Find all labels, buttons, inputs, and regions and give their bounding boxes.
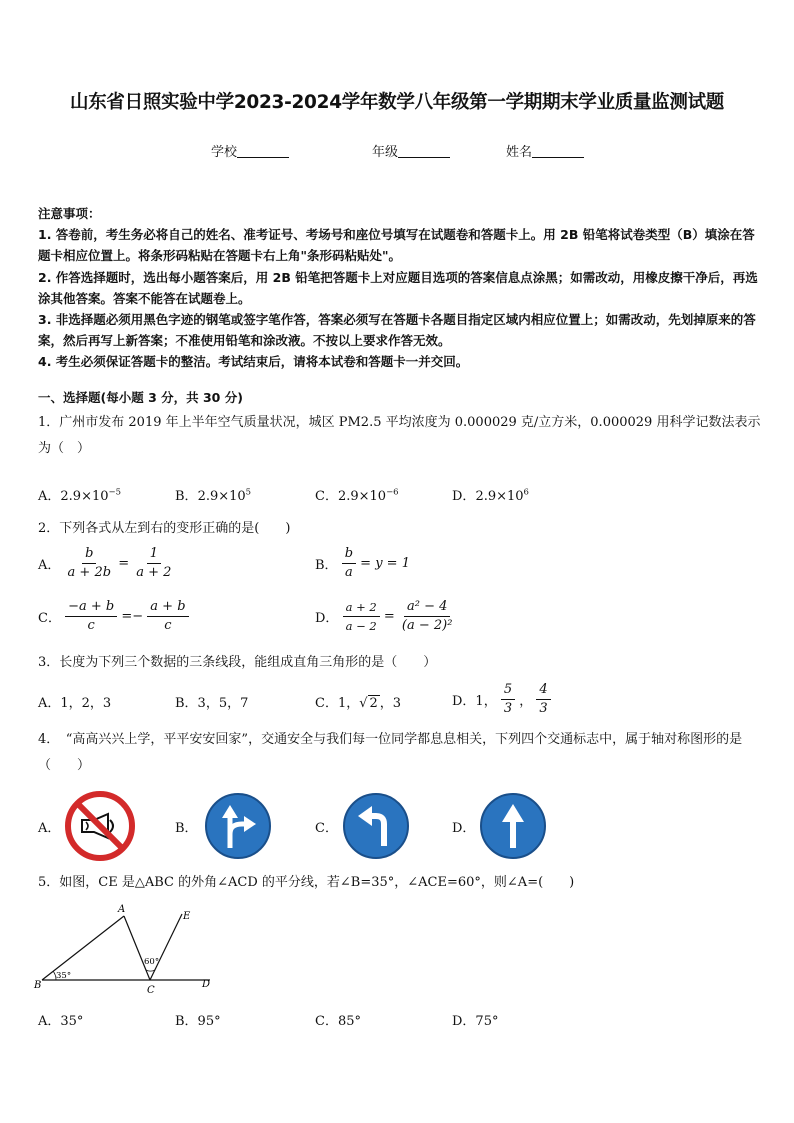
q5-option-a: A．35° [38,1014,84,1029]
turn-left-sign-icon [342,792,410,860]
q5-option-c: C．85° [315,1014,361,1029]
note-item: 1. 答卷前，考生务必将自己的姓名、准考证号、考场号和座位号填写在试题卷和答题卡上。用 2B 铅笔将试卷类型（B）填涂在答题卡相应位置上。将条形码粘贴在答题卡右上角"条形码粘贴处"。 [38,227,755,264]
point-d-label: D [202,979,211,990]
triangle-figure [32,900,222,998]
point-b-label: B [34,980,42,991]
point-a-label: A [118,904,126,915]
note-item: 2. 作答选择题时，选出每小题答案后，用 2B 铅笔把答题卡上对应题目选项的答案信息点涂黑；如需改动，用橡皮擦干净后，再选涂其他答案。答案不能答在试题卷上。 [38,269,758,306]
notes-section [38,203,763,373]
q1-option-a: A．$2.9\times 10^{-5}$ [38,487,122,504]
question-1-stem: 1．广州市发布 2019 年上半年空气质量状况，城区 PM2.5 平均浓度为 0.000029 克/立方米，0.000029 用科学记数法表示为（ ） [38,415,761,456]
q1-option-d: D．$2.9\times 10^6$ [452,487,529,504]
q2-option-c: C． $\frac{-a + b}{c}$ =− $\frac{a + b}{c}$ [38,598,189,635]
notes-heading: 注意事项： [38,206,101,221]
grade-field: 年级 [372,141,450,160]
q1-option-c: C．$2.9\times 10^{-6}$ [315,487,399,504]
question-4-stem: 4． “高高兴兴上学，平平安安回家”，交通安全与我们每一位同学都息息相关，下列四个交通标志中，属于轴对称图形的是（ ） [38,732,743,773]
q4-option-b-label: B． [175,821,198,836]
page-title: 山东省日照实验中学2023-2024学年数学八年级第一学期期末学业质量监测试题 [70,92,724,113]
q5-option-d: D．75° [452,1014,499,1029]
note-item: 4. 考生必须保证答题卡的整洁。考试结束后，请将本试卷和答题卡一并交回。 [38,354,469,370]
q4-option-c-label: C． [315,821,338,836]
no-horn-sign-icon [64,790,136,862]
question-5-stem: 5．如图，CE 是△ABC 的外角∠ACD 的平分线，若∠B=35°，∠ACE=60°，则∠A=( ) [38,875,575,890]
q3-option-d: D．1， $\frac{5}{3}$ ， $\frac{4}{3}$ [452,681,551,718]
q2-option-b: B． $\frac{b}{a}$ = y = 1 [315,546,410,580]
q5-option-b: B．95° [175,1014,221,1029]
angle-c-label: 60° [144,957,160,967]
angle-b-label: 35° [56,971,72,981]
school-field: 学校 [211,141,289,160]
q2-option-d: D． $\frac{a + 2}{a - 2}$ = $\frac{\text{a² − 4}}{\text{(a − 2)²}}$ [315,599,453,633]
name-field: 姓名 [506,141,584,160]
q2-option-a: A． $\frac{b}{a + 2b}$ = $\frac{1}{a + 2}$ [38,546,172,580]
q3-option-c: C．1，√ 2 ，3 [315,696,402,711]
note-item: 3. 非选择题必须用黑色字迹的钢笔或签字笔作答，答案必须写在答题卡各题目指定区域内相应位置上；如需改动，先划掉原来的答案，然后再写上新答案；不准使用铅笔和涂改液。不按以上要求作答无效。 [38,312,756,349]
question-2-stem: 2．下列各式从左到右的变形正确的是( ) [38,521,291,536]
point-c-label: C [147,985,155,996]
q4-option-a-label: A． [38,821,61,836]
section-heading: 一、选择题(每小题 3 分，共 30 分) [38,390,243,405]
straight-or-right-sign-icon [204,792,272,860]
q4-option-d-label: D． [452,821,476,836]
straight-ahead-sign-icon [479,792,547,860]
q3-option-a: A．1，2，3 [38,696,112,711]
q1-option-b: B．$2.9\times 10^5$ [175,487,252,504]
q3-option-b: B．3，5，7 [175,696,249,711]
question-3-stem: 3．长度为下列三个数据的三条线段，能组成直角三角形的是（ ） [38,655,437,670]
point-e-label: E [183,911,191,922]
